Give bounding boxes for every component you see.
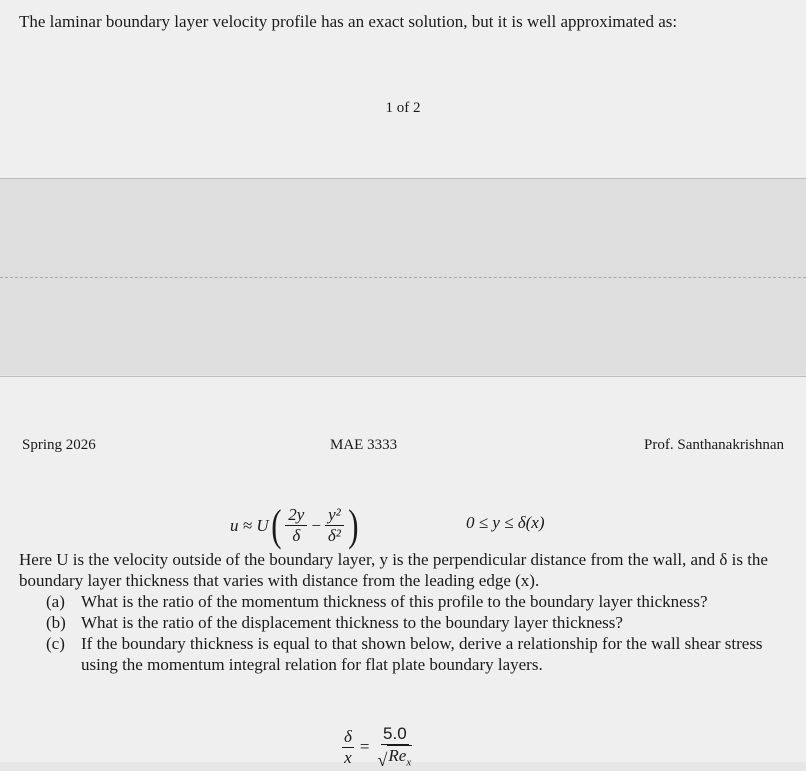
square-root [378, 745, 413, 769]
fraction-denominator: δ [292, 526, 301, 546]
question-label: (b) [46, 613, 66, 632]
question-list [46, 591, 798, 675]
left-paren: ( [270, 501, 282, 550]
fraction-delta-x [342, 727, 354, 768]
page-1-bottom [0, 0, 806, 179]
fraction-numerator: y² [325, 506, 344, 526]
question-item-c [46, 633, 798, 675]
header-semester: Spring 2026 [22, 437, 96, 453]
question-text: What is the ratio of the displacement thickness to the boundary layer thickness? [81, 613, 623, 632]
question-label: (c) [46, 634, 65, 653]
description-paragraph: Here U is the velocity outside of the boundary layer, y is the perpendicular distance from the wall, and δ is the boundary layer thickness that varies with distance from the leading edge (x). [19, 550, 768, 590]
radical-sign: √ [377, 749, 388, 770]
minus-sign: − [311, 516, 321, 535]
question-text: What is the ratio of the momentum thickness of this profile to the boundary layer thickness? [81, 592, 708, 611]
question-text: If the boundary thickness is equal to that shown below, derive a relationship for the wall shear stress using the momentum integral relation for flat plate boundary layers. [81, 634, 763, 674]
question-item-b [46, 612, 798, 633]
velocity-profile-equation [230, 501, 361, 550]
reynolds-symbol: Re [388, 745, 407, 765]
fraction-numerator: δ [344, 727, 352, 747]
page-number: 1 of 2 [385, 100, 421, 116]
header-course: MAE 3333 [330, 437, 398, 453]
equation-lhs: u ≈ U [230, 516, 269, 535]
equation-range: 0 ≤ y ≤ δ(x) [466, 513, 545, 532]
question-label: (a) [46, 592, 65, 611]
fraction-denominator: δ² [327, 526, 341, 546]
fraction-numerator: 2y [285, 506, 307, 526]
reynolds-subscript: x [406, 755, 412, 768]
fraction-2y-delta [285, 506, 307, 545]
equals-sign: = [359, 737, 370, 757]
boundary-thickness-equation [342, 724, 414, 771]
fraction-numerator: 5.0 [383, 724, 407, 743]
page-break-line [0, 277, 806, 278]
radicand [387, 745, 412, 769]
intro-text: The laminar boundary layer velocity profile has an exact solution, but it is well approximated as: [19, 12, 678, 31]
fraction-denominator [376, 745, 415, 771]
question-item-a [46, 591, 798, 612]
header-professor: Prof. Santhanakrishnan [644, 437, 784, 453]
fraction-denominator: x [344, 747, 352, 767]
right-paren: ) [348, 501, 359, 550]
page-2-top [0, 376, 806, 770]
fraction-5-sqrt-rex [376, 724, 415, 771]
fraction-y2-delta2 [325, 506, 344, 545]
